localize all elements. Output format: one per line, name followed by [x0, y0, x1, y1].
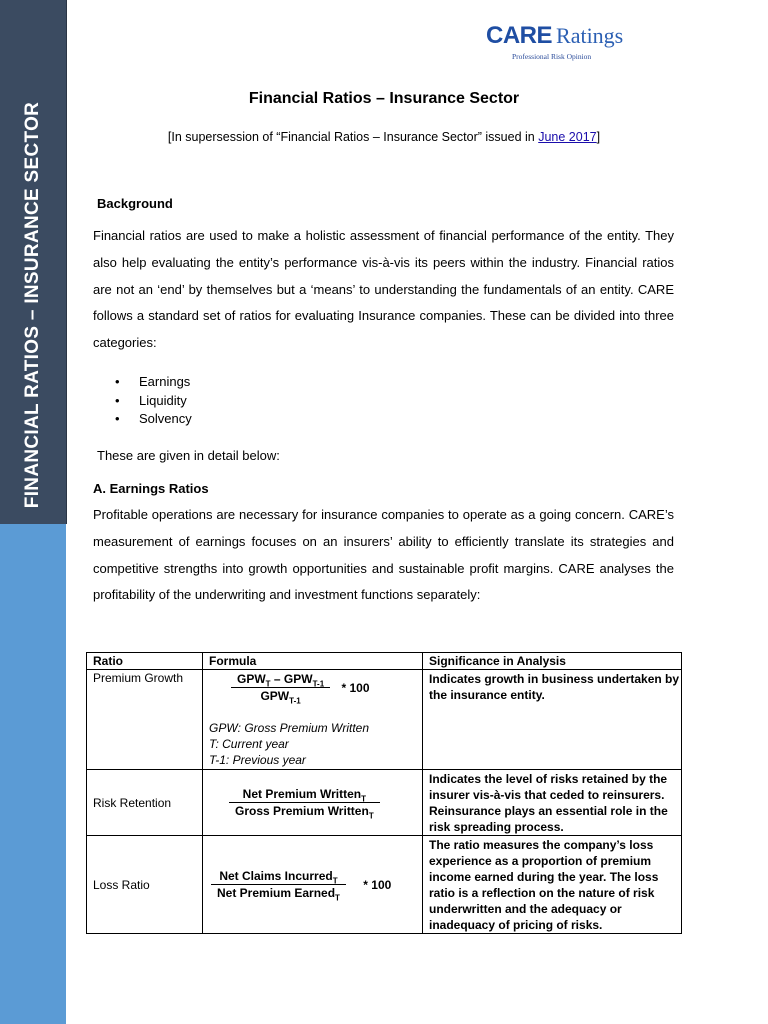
supersession-prefix: [In supersession of “Financial Ratios – Insurance Sector” issued in: [167, 130, 539, 144]
significance-cell: The ratio measures the company’s loss experience as a proportion of premium income earned during the year. The loss ratio is a reflection on the nature of risk underwritten and the adequacy or inadequacy of pricing of risks.: [423, 836, 682, 934]
detail-intro: These are given in detail below:: [97, 448, 280, 463]
ratio-name: Risk Retention: [87, 770, 203, 836]
formula-cell: [203, 670, 423, 770]
earnings-ratios-table: [86, 652, 682, 934]
formula-notes: [209, 720, 422, 768]
risk-retention-fraction: $\frac{Net Premium Written_T}{Gross Premium Written_T}$: [229, 786, 380, 819]
logo-ratings-text: Ratings: [556, 23, 624, 48]
logo-tagline: Professional Risk Opinion: [512, 52, 592, 61]
list-item: • Solvency: [93, 410, 192, 429]
care-ratings-logo: [486, 22, 626, 62]
table-header-row: [87, 653, 682, 670]
sidebar-vertical-title: FINANCIAL RATIOS – INSURANCE SECTOR: [22, 101, 43, 509]
list-item: • Earnings: [93, 373, 192, 392]
premium-growth-fraction: $\frac{GPW_T - GPW_{T-1}}{GPW_{T-1}}$: [231, 671, 330, 704]
background-heading: Background: [97, 196, 173, 211]
header-ratio: Ratio: [87, 653, 203, 670]
ratio-name: Premium Growth: [87, 670, 203, 770]
list-item: • Liquidity: [93, 392, 192, 411]
table-row: [87, 836, 682, 934]
logo-wordmark: [486, 22, 623, 50]
june-2017-link[interactable]: June 2017: [538, 130, 597, 144]
earnings-paragraph: Profitable operations are necessary for insurance companies to operate as a going concern. CARE’s measurement of earnings focuses on an insurers’ ability to efficiently translate its strategies and competitive strengths into growth opportunities and sustainable profit margins. CARE analyses the profitability of the underwriting and investment functions separately:: [93, 507, 674, 603]
sidebar-light-panel: [0, 524, 66, 1024]
note-line: T-1: Previous year: [209, 753, 306, 767]
formula-cell: [203, 770, 423, 836]
earnings-heading: A. Earnings Ratios: [93, 481, 209, 496]
logo-care-text: CARE: [486, 22, 553, 49]
table-row: [87, 670, 682, 770]
note-line: T: Current year: [209, 737, 289, 751]
table-row: [87, 770, 682, 836]
background-paragraph: Financial ratios are used to make a holistic assessment of financial performance of the entity. They also help evaluating the entity’s performance vis-à-vis its peers within the industry. Financial ratios are not an ‘end’ by themselves but a ‘means’ to understanding the fundamentals of an entity. CARE follows a standard set of ratios for evaluating Insurance companies. These can be divided into three categories:: [93, 228, 674, 351]
multiplier: * 100: [363, 877, 392, 892]
loss-ratio-fraction: $\frac{Net Claims Incurred_T}{Net Premium Earned_T}$: [211, 868, 346, 901]
page-title: Financial Ratios – Insurance Sector: [248, 90, 520, 107]
header-significance: Significance in Analysis: [423, 653, 682, 670]
multiplier: * 100: [341, 680, 370, 695]
note-line: GPW: Gross Premium Written: [209, 721, 370, 735]
category-list: [93, 373, 192, 429]
significance-cell: Indicates growth in business undertaken by the insurance entity.: [423, 670, 682, 770]
sidebar-band: [0, 0, 66, 1024]
supersession-suffix: ]: [596, 130, 601, 144]
supersession-note: [0, 130, 768, 144]
significance-cell: Indicates the level of risks retained by the insurer vis-à-vis that ceded to reinsurers. Reinsurance plays an essential role in the risk spreading process.: [423, 770, 682, 836]
formula-cell: [203, 836, 423, 934]
header-formula: Formula: [203, 653, 423, 670]
ratio-name: Loss Ratio: [87, 836, 203, 934]
